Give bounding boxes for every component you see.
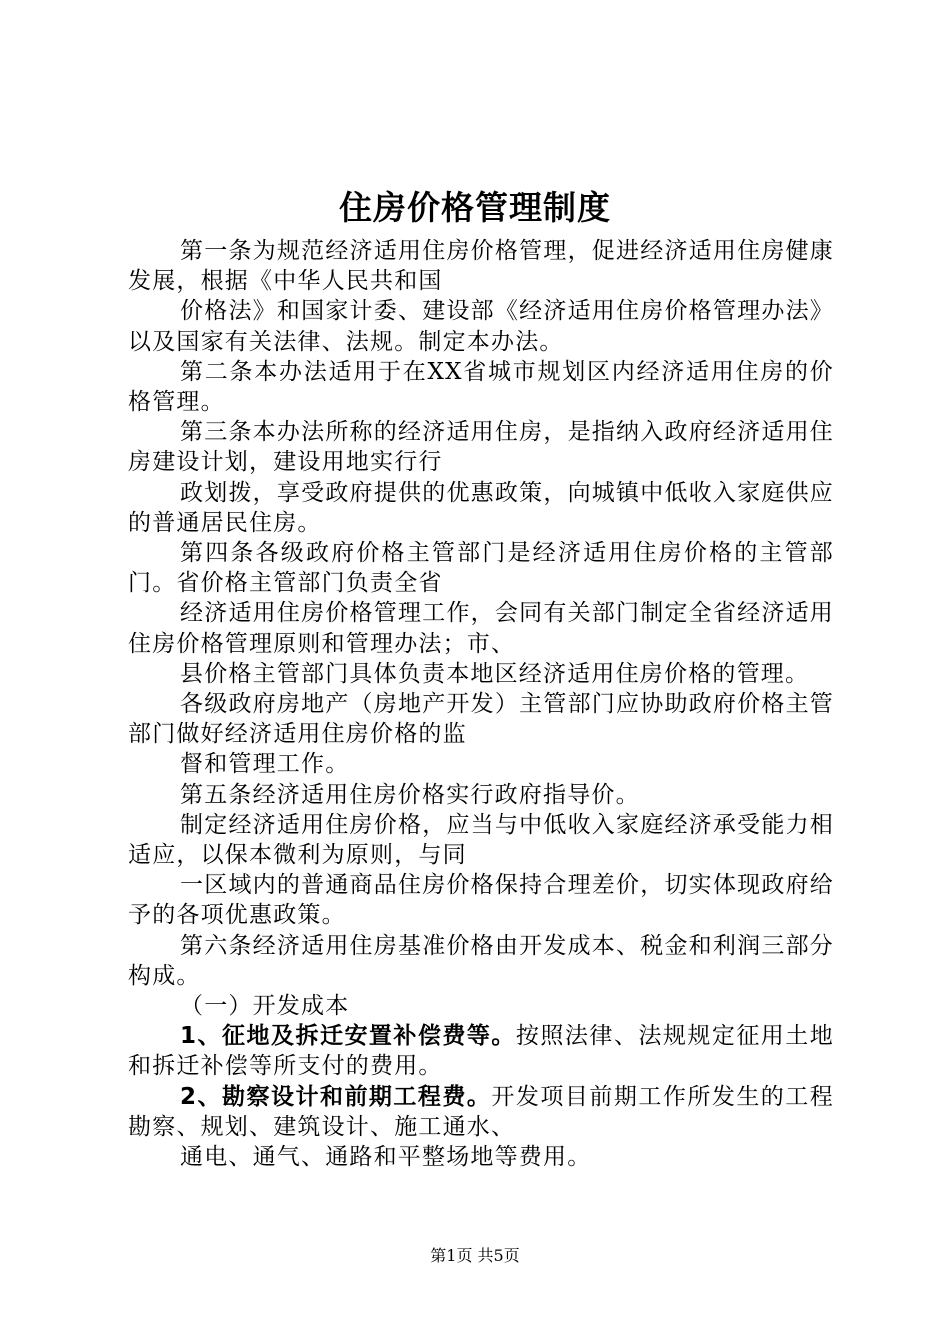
item-lead: 1、征地及拆迁安置补偿费等。 xyxy=(180,1023,516,1050)
paragraph: 第二条本办法适用于在XX省城市规划区内经济适用住房的价格管理。 xyxy=(128,358,834,416)
paragraph: 价格法》和国家计委、建设部《经济适用住房价格管理办法》以及国家有关法律、法规。制定本办法。 xyxy=(128,298,834,355)
paragraph: 第五条经济适用住房价格实行政府指导价。 xyxy=(180,781,640,808)
document-body xyxy=(128,236,834,1172)
paragraph: 一区域内的普通商品住房价格保持合理差价，切实体现政府给予的各项优惠政策。 xyxy=(128,872,834,929)
list-item xyxy=(128,1021,834,1081)
item-text: 按照法律、法规规定征用土地和拆迁补偿等所支付的费用。 xyxy=(128,1023,834,1080)
paragraph: 各级政府房地产（房地产开发）主管部门应协助政府价格主管部门做好经济适用住房价格的监 xyxy=(128,691,834,748)
item-text: 开发项目前期工作所发生的工程勘察、规划、建筑设计、施工通水、 xyxy=(128,1083,834,1140)
paragraph: 第三条本办法所称的经济适用住房，是指纳入政府经济适用住房建设计划，建设用地实行行 xyxy=(128,419,834,476)
paragraph: 第四条各级政府价格主管部门是经济适用住房价格的主管部门。省价格主管部门负责全省 xyxy=(128,540,834,597)
paragraph: 第一条为规范经济适用住房价格管理，促进经济适用住房健康发展，根据《中华人民共和国 xyxy=(128,238,834,295)
page-footer: 第1页 共5页 xyxy=(430,1246,520,1265)
list-item xyxy=(128,1082,834,1142)
paragraph: 县价格主管部门具体负责本地区经济适用住房价格的管理。 xyxy=(180,660,810,687)
paragraph: 政划拨，享受政府提供的优惠政策，向城镇中低收入家庭供应的普通居民住房。 xyxy=(128,479,834,536)
item-lead: 2、勘察设计和前期工程费。 xyxy=(180,1083,492,1110)
paragraph: 制定经济适用住房价格，应当与中低收入家庭经济承受能力相适应，以保本微利为原则，与同 xyxy=(128,811,834,869)
paragraph: 通电、通气、通路和平整场地等费用。 xyxy=(180,1144,592,1171)
paragraph: 督和管理工作。 xyxy=(180,751,350,778)
paragraph: 第六条经济适用住房基准价格由开发成本、税金和利润三部分构成。 xyxy=(128,932,834,989)
section-heading: （一）开发成本 xyxy=(180,993,350,1020)
document-title: 住房价格管理制度 xyxy=(339,188,611,227)
paragraph: 经济适用住房价格管理工作，会同有关部门制定全省经济适用住房价格管理原则和管理办法；市、 xyxy=(128,600,834,657)
